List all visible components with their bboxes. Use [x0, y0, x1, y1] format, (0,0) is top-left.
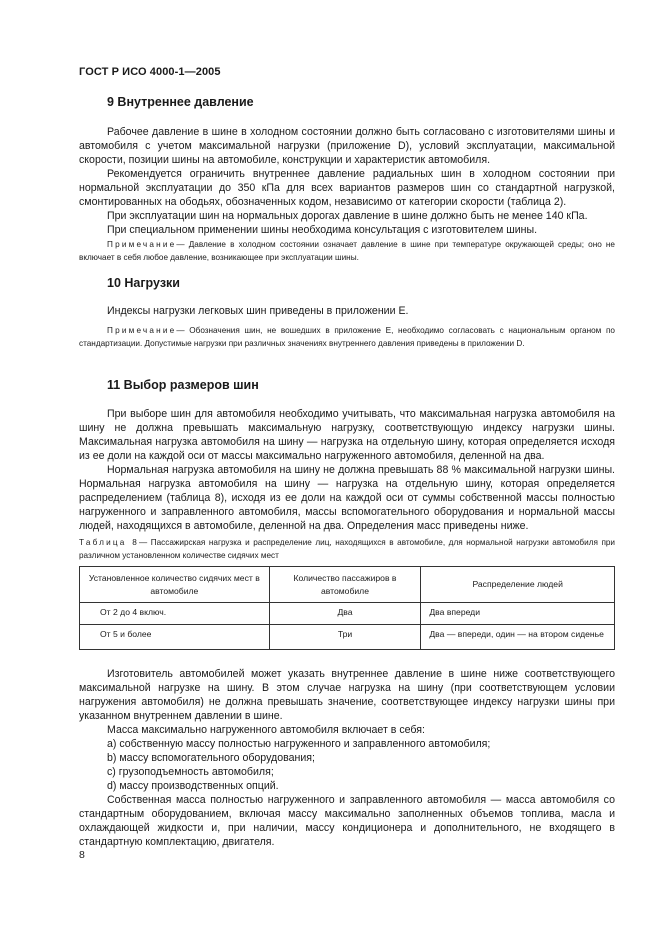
table-label: Таблица 8 [79, 538, 139, 547]
section-11-body-continued [79, 667, 615, 849]
note-label: Примечание [107, 240, 177, 249]
list-item: а) собственную массу полностью нагруженного и заправленного автомобиля; [107, 738, 491, 750]
table-row [80, 625, 615, 650]
section-11-title: 11 Выбор размеров шин [107, 378, 259, 392]
paragraph: Собственная масса полностью нагруженного и заправленного автомобиля — масса автомобиля со стандартным оборудованием, включая массу максимально заполненных объемов топлива, масла и охлаждающей жидкости и, при наличии, массу кондиционера и дополнительного, не входящего в стандартную комплектацию, двигателя. [79, 794, 615, 848]
section-10-title: 10 Нагрузки [107, 276, 180, 290]
paragraph: Индексы нагрузки легковых шин приведены в приложении Е. [107, 305, 409, 317]
table-cell: От 5 и более [80, 625, 270, 650]
paragraph: Рабочее давление в шине в холодном состоянии должно быть согласовано с изготовителями шины и автомобиля с учетом максимальной нагрузки (приложение D), условий эксплуатации, максимальной скорости, позиции шины на автомобиле, конструкции и характеристик автомобиля. [79, 126, 615, 166]
section-9-title: 9 Внутреннее давление [107, 95, 254, 109]
paragraph: Изготовитель автомобилей может указать внутреннее давление в шине ниже соответствующего максимальной нагрузке на шину. В этом случае нагрузка на шину (при соответствующем условии нагружения автомобиля) не должна превышать значение, соответствующее индексу нагрузки шины при указанном внутреннем давлении в шине. [79, 668, 615, 722]
section-10-body [79, 304, 615, 318]
section-9-body [79, 125, 615, 237]
paragraph: Нормальная нагрузка автомобиля на шину не должна превышать 88 % максимальной нагрузки шины. Нормальная нагрузка автомобиля на шину — нагрузка на отдельную шину, которая определяется распределением (таблица 8), исходя из ее доли на каждой оси от суммы собственной массы полностью нагруженного и заправленного автомобиля, массы вспомогательного оборудования и нормальной массы людей, находящихся в автомобиле, деленной на два. Определения масс приведены ниже. [79, 464, 615, 532]
note-label: Примечание [107, 326, 177, 335]
note-text: — Давление в холодном состоянии означает давление в шине при температуре окружающей среды; оно не включает в себя любое давление, возникающее при эксплуатации шины. [79, 240, 615, 262]
section-11-body [79, 407, 615, 533]
table-row [80, 603, 615, 625]
table-cell: Два — впереди, один — на втором сиденье [421, 625, 615, 650]
table-cell: Два впереди [421, 603, 615, 625]
paragraph: Рекомендуется ограничить внутреннее давление радиальных шин в холодном состоянии при нормальной эксплуатации до 350 кПа для всех вариантов размеров шин со стандартной нагрузкой, смонтированных на ободьях, обозначенных кодом, независимо от категории скорости (таблица 2). [79, 168, 615, 208]
section-10-note [79, 324, 615, 350]
paragraph: При выборе шин для автомобиля необходимо учитывать, что максимальная нагрузка автомобиля на шину не должна превышать максимальную нагрузку, соответствующую индексу нагрузки шины. Максимальная нагрузка автомобиля на шину — нагрузка на отдельную шину, которая определяется исходя из ее доли на каждой оси от массы максимально нагруженного автомобиля, деленной на два. [79, 408, 615, 462]
table-8 [79, 566, 615, 650]
table-header-cell: Распределение людей [421, 567, 615, 603]
table-header-row [80, 567, 615, 603]
list-item: d) массу производственных опций. [107, 780, 279, 792]
paragraph: При специальном применении шины необходима консультация с изготовителем шины. [107, 224, 538, 236]
list-item: b) массу вспомогательного оборудования; [107, 752, 315, 764]
table-cell: От 2 до 4 включ. [80, 603, 270, 625]
note-text: — Обозначения шин, не вошедших в приложение Е, необходимо согласовать с национальным органом по стандартизации. Допустимые нагрузки при различных значениях внутреннего давления приведены в приложении D. [79, 326, 615, 348]
paragraph: При эксплуатации шин на нормальных дорогах давление в шине должно быть не менее 140 кПа. [107, 210, 588, 222]
table-header-cell: Количество пассажиров в автомобиле [269, 567, 421, 603]
list-item: c) грузоподъемность автомобиля; [107, 766, 274, 778]
table-cell: Два [269, 603, 421, 625]
document-header: ГОСТ Р ИСО 4000-1—2005 [79, 66, 221, 78]
table-cell: Три [269, 625, 421, 650]
table-header-cell: Установленное количество сидячих мест в автомобиле [80, 567, 270, 603]
paragraph: Масса максимально нагруженного автомобиля включает в себя: [107, 724, 425, 736]
page-number: 8 [79, 849, 85, 861]
table-caption [79, 536, 615, 562]
table-caption-text: — Пассажирская нагрузка и распределение лиц, находящихся в автомобиле, для нормальной нагрузки автомобиля при различном установленном количестве сидячих мест [79, 538, 616, 560]
section-9-note [79, 238, 615, 264]
